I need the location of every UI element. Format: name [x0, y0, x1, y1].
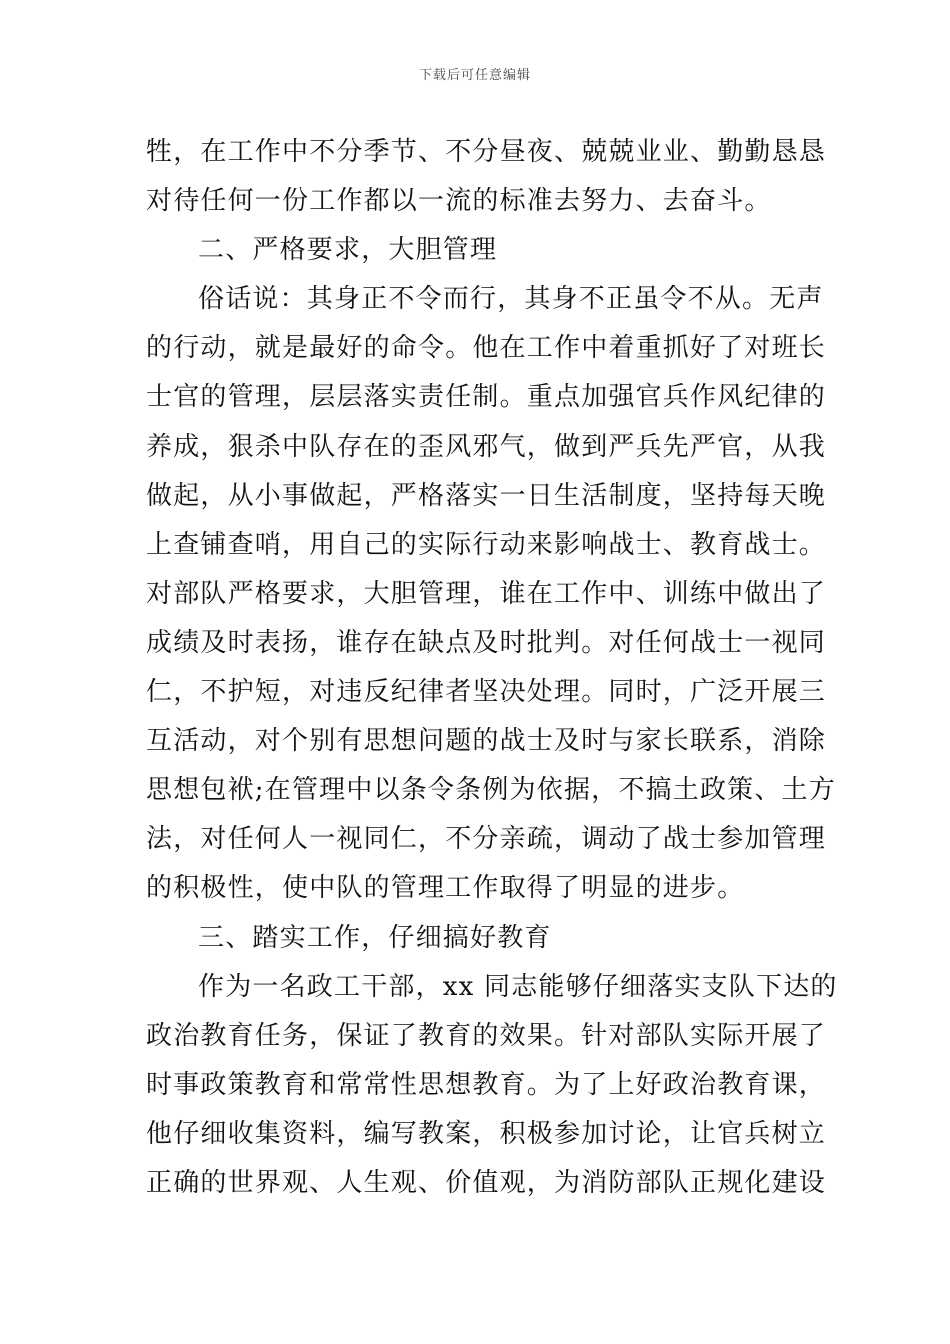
body-line: 政治教育任务，保证了教育的效果。针对部队实际开展了 [146, 1020, 827, 1051]
body-line: 正确的世界观、人生观、价值观，为消防部队正规化建设 [146, 1167, 827, 1198]
body-line: 的积极性，使中队的管理工作取得了明显的进步。 [146, 873, 745, 904]
body-line: 思想包袱;在管理中以条令条例为依据，不搞土政策、土方 [146, 775, 836, 806]
body-line: 互活动，对个别有思想问题的战士及时与家长联系，消除 [146, 726, 827, 757]
body-line: 他仔细收集资料，编写教案，积极参加讨论，让官兵树立 [146, 1118, 827, 1149]
body-line: 仁，不护短，对违反纪律者坚决处理。同时，广泛开展三 [146, 677, 827, 708]
section-heading: 二、严格要求，大胆管理 [198, 235, 498, 266]
body-line: 对部队严格要求，大胆管理，谁在工作中、训练中做出了 [146, 578, 827, 609]
body-line: 做起，从小事做起，严格落实一日生活制度，坚持每天晚 [146, 480, 827, 511]
document-body [146, 128, 838, 1208]
section-heading: 三、踏实工作，仔细搞好教育 [198, 922, 552, 953]
body-line: 俗话说：其身正不令而行，其身不正虽令不从。无声 [198, 284, 824, 315]
body-line: 成绩及时表扬，谁存在缺点及时批判。对任何战士一视同 [146, 627, 827, 658]
body-line: 作为一名政工干部，xx 同志能够仔细落实支队下达的 [198, 971, 838, 1002]
body-line: 上查铺查哨，用自己的实际行动来影响战士、教育战士。 [146, 529, 827, 560]
body-line: 养成，狠杀中队存在的歪风邪气，做到严兵先严官，从我 [146, 431, 827, 462]
body-line: 的行动，就是最好的命令。他在工作中着重抓好了对班长 [146, 333, 827, 364]
body-line: 时事政策教育和常常性思想教育。为了上好政治教育课， [146, 1069, 827, 1100]
body-line: 对待任何一份工作都以一流的标准去努力、去奋斗。 [146, 186, 772, 217]
body-line: 牲，在工作中不分季节、不分昼夜、兢兢业业、勤勤恳恳 [146, 137, 827, 167]
page-header: 下载后可任意编辑 [418, 68, 531, 83]
body-line: 法，对任何人一视同仁，不分亲疏，调动了战士参加管理 [146, 824, 827, 855]
body-line: 士官的管理，层层落实责任制。重点加强官兵作风纪律的 [146, 382, 827, 413]
